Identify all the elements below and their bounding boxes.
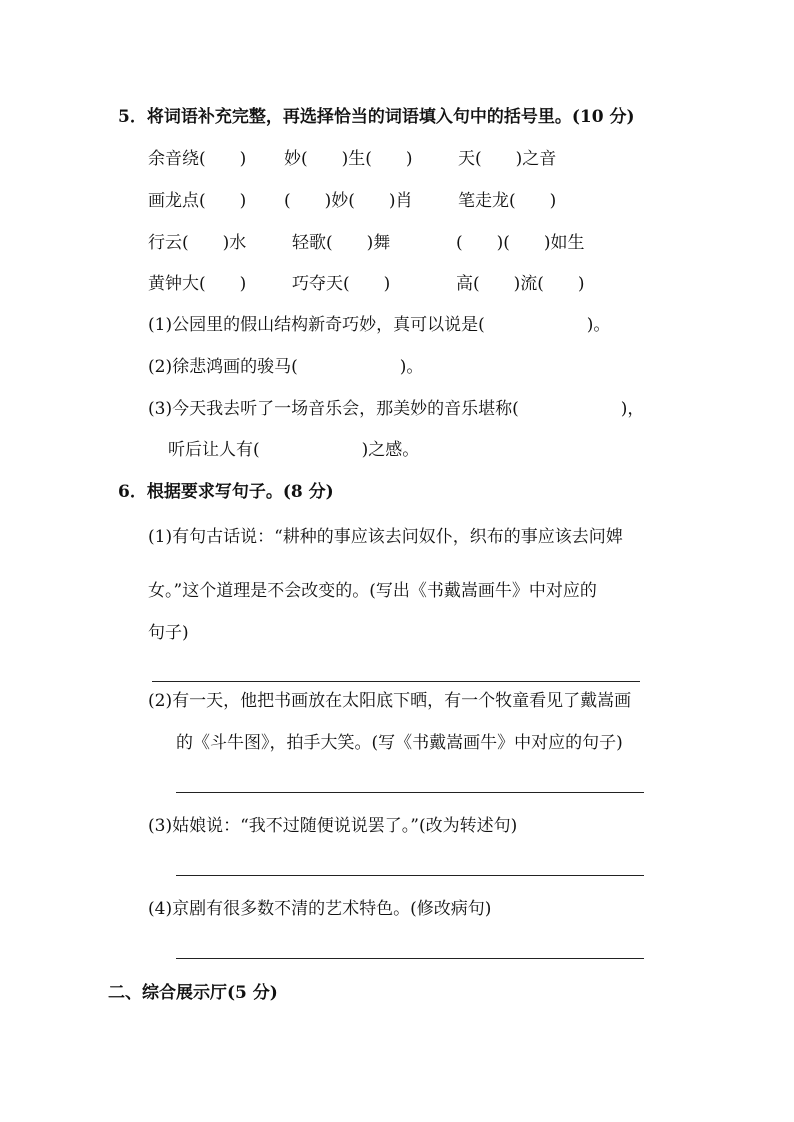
answer-line-4[interactable] [176,958,644,959]
q5-idiom-1-2: 妙( )生( ) [284,149,413,169]
q5-idiom-3-3: ( )( )如生 [456,233,585,253]
q5-idiom-2-1: 画龙点( ) [148,191,247,211]
q5-idiom-3-1: 行云( )水 [148,233,247,253]
q5-sentence-1: (1)公园里的假山结构新奇巧妙，真可以说是( )。 [148,315,611,335]
q5-sentence-3-cont: 听后让人有( )之感。 [168,440,420,460]
q5-idiom-4-1: 黄钟大( ) [148,274,247,294]
q6-item-1: (1)有句古话说：“耕种的事应该去问奴仆，织布的事应该去问婢 [148,527,623,547]
q5-idiom-2-3: 笔走龙( ) [458,191,557,211]
q5-idiom-2-2: ( )妙( )肖 [284,191,413,211]
q5-idiom-4-3: 高( )流( ) [456,274,585,294]
q6-title: 6．根据要求写句子。(8 分) [118,482,334,502]
q5-idiom-1-3: 天( )之音 [458,149,557,169]
answer-line-1[interactable] [152,681,640,682]
q5-idiom-4-2: 巧夺天( ) [292,274,391,294]
section-2-title: 二、综合展示厅(5 分) [108,983,278,1003]
q5-idiom-1-1: 余音绕( ) [148,149,247,169]
q6-item-2: (2)有一天，他把书画放在太阳底下晒，有一个牧童看见了戴嵩画 [148,691,632,711]
q5-sentence-3: (3)今天我去听了一场音乐会，那美妙的音乐堪称( )， [148,399,645,419]
q6-item-4: (4)京剧有很多数不清的艺术特色。(修改病句) [148,899,492,919]
q5-title: 5．将词语补充完整，再选择恰当的词语填入句中的括号里。(10 分) [118,107,635,127]
q6-item-2-cont: 的《斗牛图》，拍手大笑。(写《书戴嵩画牛》中对应的句子) [176,733,623,753]
answer-line-2[interactable] [176,792,644,793]
answer-line-3[interactable] [176,875,644,876]
q6-item-3: (3)姑娘说：“我不过随便说说罢了。”(改为转述句) [148,816,518,836]
q5-sentence-2: (2)徐悲鸿画的骏马( )。 [148,357,424,377]
q6-item-1-note: 句子) [148,623,189,643]
q6-item-1-cont: 女。”这个道理是不会改变的。(写出《书戴嵩画牛》中对应的 [148,581,597,601]
q5-idiom-3-2: 轻歌( )舞 [292,233,391,253]
